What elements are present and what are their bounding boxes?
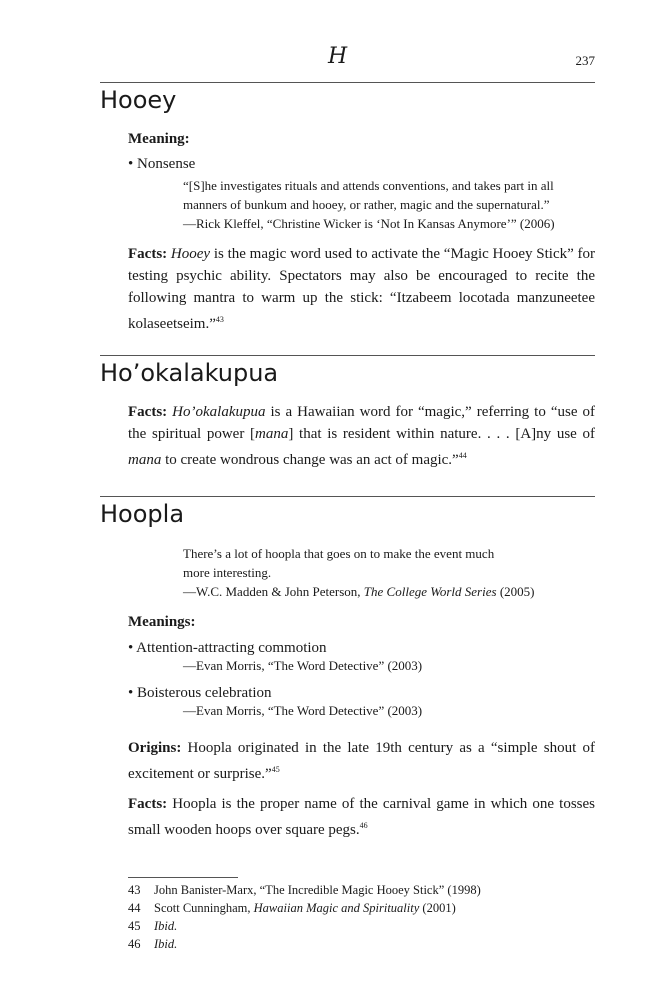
meaning-bullet: • Boisterous celebration: [128, 685, 272, 701]
footnote-text: Ibid.: [154, 919, 178, 933]
entry-divider: [100, 82, 595, 83]
footnote-text: Ibid.: [154, 937, 178, 951]
facts-label: Facts:: [128, 246, 168, 262]
facts-paragraph-hooey: [128, 243, 595, 335]
footnote: [128, 901, 456, 916]
footnote-title: Hawaiian Magic and Spirituality: [253, 901, 420, 915]
meaning-bullet: • Attention-attracting commotion: [128, 640, 327, 656]
italic-term: mana: [128, 452, 162, 468]
quote-line: “[S]he investigates rituals and attends conventions, and takes part in all: [183, 178, 554, 193]
facts-text: Hoopla is the proper name of the carnival game in which one tosses small wooden hoops over square pegs.: [128, 796, 595, 838]
footnote-text: (2001): [419, 901, 456, 915]
citation-author: —W.C. Madden & John Peterson,: [183, 584, 364, 599]
facts-text: ] that is resident within nature. . . . [A]ny use of: [288, 426, 596, 442]
meaning-label: Meaning:: [128, 131, 190, 147]
facts-label: Facts:: [128, 796, 168, 812]
footnote-number: 44: [128, 901, 141, 915]
footnote-ref: 45: [271, 765, 280, 774]
footnote-number: 46: [128, 937, 141, 951]
italic-term: mana: [255, 426, 289, 442]
facts-paragraph-hookalakupua: [128, 401, 595, 471]
meaning-citation: —Evan Morris, “The Word Detective” (2003): [183, 658, 423, 673]
epigraph-line: more interesting.: [183, 565, 272, 580]
running-head: [0, 44, 667, 74]
meaning-quote: [183, 176, 595, 233]
facts-text: to create wondrous change was an act of magic.”: [161, 452, 459, 468]
footnote: [128, 883, 481, 898]
citation-year: (2005): [496, 584, 535, 599]
footnote-number: 43: [128, 883, 141, 897]
footnote-ref: 44: [458, 451, 467, 460]
footnote-text: Scott Cunningham,: [154, 901, 254, 915]
origins-paragraph: [128, 737, 595, 785]
origins-text: Hoopla originated in the late 19th century as a “simple shout of excitement or surprise.”: [128, 740, 595, 782]
facts-text: is the magic word used to activate the “Magic Hooey Stick” for testing psychic ability. Spectators may also be encouraged to recite the following mantra to warm up the stick: “Itzabeem locotada manzuneetee kolaseetseim.”: [128, 246, 596, 332]
footnote-text: John Banister-Marx, “The Incredible Magic Hooey Stick” (1998): [154, 883, 481, 897]
entry-divider: [100, 496, 595, 497]
footnote-number: 45: [128, 919, 141, 933]
entry-title-hooey: Hooey: [100, 86, 177, 114]
quote-line: manners of bunkum and hooey, or rather, magic and the supernatural.”: [183, 197, 550, 212]
meaning-citation: —Evan Morris, “The Word Detective” (2003): [183, 703, 423, 718]
footnote-ref: 43: [215, 315, 224, 324]
citation-title: The College World Series: [363, 584, 497, 599]
epigraph: [183, 544, 595, 601]
entry-title-hookalakupua: Ho’okalakupua: [100, 359, 279, 387]
section-letter: H: [328, 44, 348, 69]
footnote-ref: 46: [359, 821, 368, 830]
headword: Ho’okalakupua: [172, 404, 266, 420]
footnote: [128, 919, 177, 934]
epigraph-citation: [183, 582, 595, 601]
entry-title-hoopla: Hoopla: [100, 500, 185, 528]
meanings-label: Meanings:: [128, 614, 196, 630]
footnote: [128, 937, 177, 952]
headword: Hooey: [170, 246, 211, 262]
facts-paragraph-hoopla: [128, 793, 595, 841]
facts-label: Facts:: [128, 404, 168, 420]
entry-divider: [100, 355, 595, 356]
meaning-bullet: • Nonsense: [128, 156, 196, 172]
page-number: 237: [575, 53, 595, 68]
origins-label: Origins:: [128, 740, 182, 756]
facts-text: is a Hawaiian word for “magic,” referring to “use of the spiritual power [: [128, 404, 596, 442]
footnote-divider: [128, 877, 238, 878]
quote-citation: —Rick Kleffel, “Christine Wicker is ‘Not In Kansas Anymore’” (2006): [183, 216, 555, 231]
epigraph-line: There’s a lot of hoopla that goes on to make the event much: [183, 546, 495, 561]
